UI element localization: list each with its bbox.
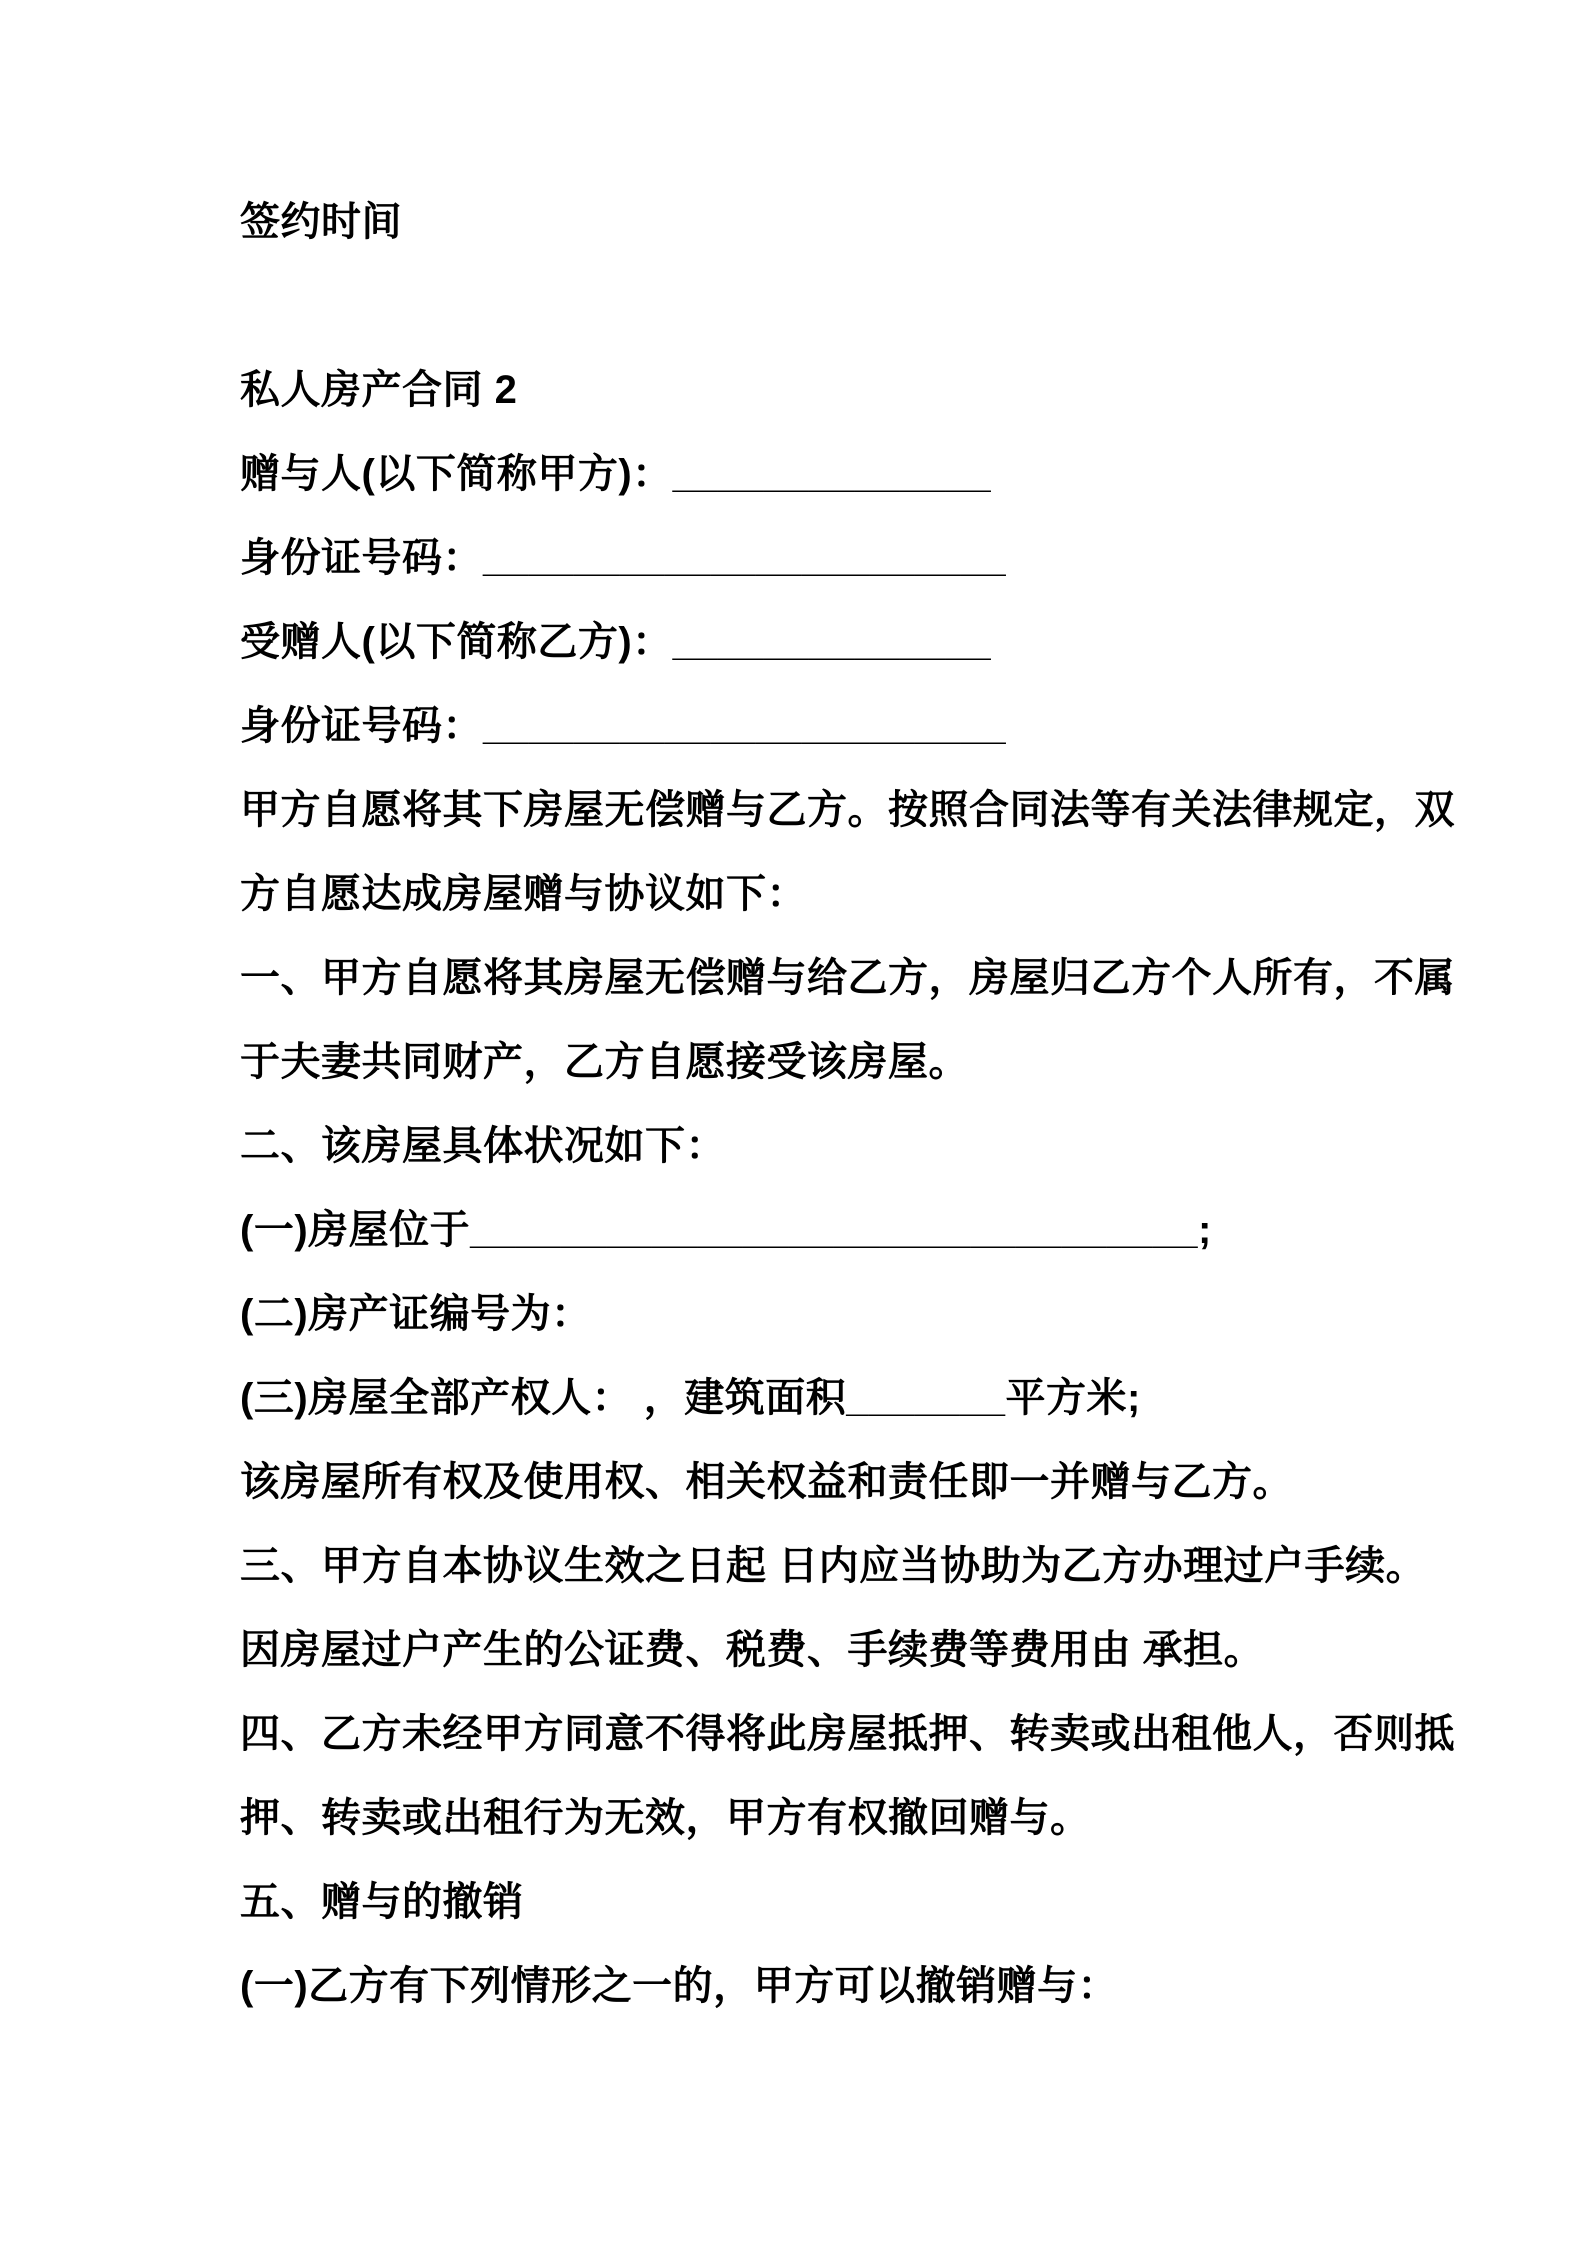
preamble-line-2: 方自愿达成房屋赠与协议如下： — [240, 872, 807, 916]
blank-line — [240, 264, 1496, 348]
signing-time-label: 签约时间 — [240, 200, 402, 244]
donor-id-field-line: 身份证号码：_______________________ — [240, 536, 1007, 580]
preamble-line-1: 甲方自愿将其下房屋无偿赠与乙方。按照合同法等有关法律规定，双 — [240, 788, 1455, 832]
clause-5-heading: 五、赠与的撤销 — [240, 1880, 524, 1924]
clause-2-item-3: (三)房屋全部产权人： ，建筑面积_______平方米; — [240, 1376, 1141, 1420]
donee-id-field-line: 身份证号码：_______________________ — [240, 704, 1007, 748]
contract-title: 私人房产合同 2 — [240, 368, 518, 412]
donor-name-field-line: 赠与人(以下简称甲方)：______________ — [240, 452, 992, 496]
clause-1-line-2: 于夫妻共同财产，乙方自愿接受该房屋。 — [240, 1040, 969, 1084]
clause-2-item-1: (一)房屋位于________________________________; — [240, 1208, 1212, 1252]
clause-2-heading: 二、该房屋具体状况如下： — [240, 1124, 726, 1168]
clause-3-line-1: 三、甲方自本协议生效之日起 日内应当协助为乙方办理过户手续。 — [240, 1544, 1427, 1588]
clause-3-line-2: 因房屋过户产生的公证费、税费、手续费等费用由 承担。 — [240, 1628, 1265, 1672]
donee-name-field-line: 受赠人(以下简称乙方)：______________ — [240, 620, 992, 664]
clause-2-item-4: 该房屋所有权及使用权、相关权益和责任即一并赠与乙方。 — [240, 1460, 1293, 1504]
clause-4-line-1: 四、乙方未经甲方同意不得将此房屋抵押、转卖或出租他人，否则抵 — [240, 1712, 1455, 1756]
clause-2-item-2: (二)房产证编号为： — [240, 1292, 592, 1336]
clause-5-item-1: (一)乙方有下列情形之一的，甲方可以撤销赠与： — [240, 1964, 1119, 2008]
contract-lines — [240, 180, 1496, 2028]
clause-4-line-2: 押、转卖或出租行为无效，甲方有权撤回赠与。 — [240, 1796, 1091, 1840]
clause-1-line-1: 一、甲方自愿将其房屋无偿赠与给乙方，房屋归乙方个人所有，不属 — [240, 956, 1455, 1000]
